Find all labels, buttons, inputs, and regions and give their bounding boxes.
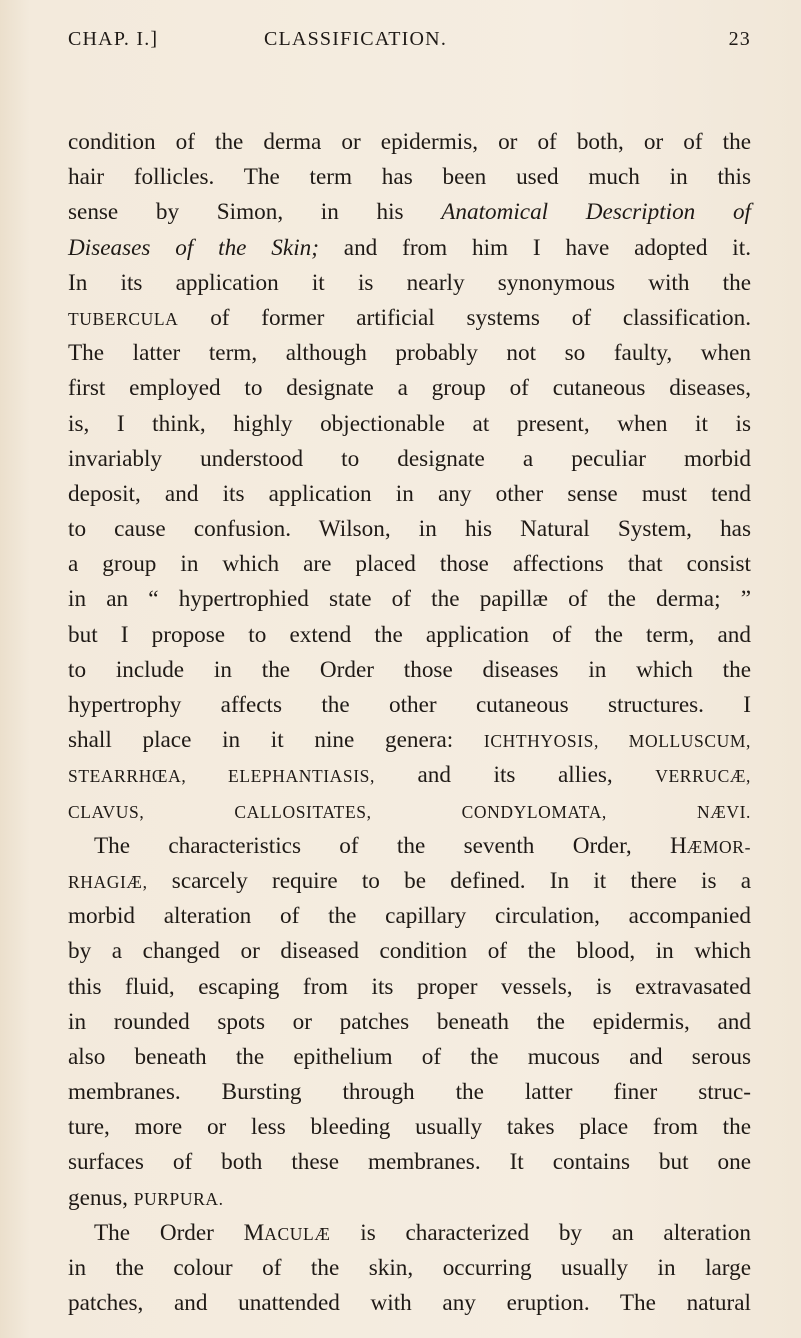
running-head	[68, 28, 751, 58]
text-line: but I propose to extend the application of the term, and	[68, 621, 751, 648]
text-line: this fluid, escaping from its proper vessels, is extravasated	[68, 973, 751, 1000]
book-title-italic: Diseases of the Skin;	[68, 234, 319, 261]
text-line: Diseases of the Skin; and from him I have adopted it.	[68, 234, 751, 261]
text-line: in the colour of the skin, occurring usually in large	[68, 1255, 751, 1281]
text-line	[68, 794, 751, 829]
small-caps-term: VERRUCÆ,	[655, 766, 751, 787]
text-line: shall place in it nine genera: ICHTHYOSIS, MOLLUSCUM,	[68, 727, 751, 754]
small-caps-term: RHAGIÆ,	[68, 871, 148, 892]
text-line: in rounded spots or patches beneath the epidermis, and	[68, 1008, 751, 1035]
text-line: genus, PURPURA.	[68, 1184, 224, 1211]
text-line: TUBERCULA of former artificial systems of classification.	[68, 304, 751, 331]
text-line: The latter term, although probably not so faulty, when	[68, 340, 751, 367]
text-line: membranes. Bursting through the latter finer struc-	[68, 1079, 751, 1106]
text-line: also beneath the epithelium of the mucous and serous	[68, 1043, 751, 1070]
text-line: is, I think, highly objectionable at present, when it is	[68, 410, 751, 437]
text-line: deposit, and its application in any other sense must tend	[68, 480, 751, 507]
text-line: STEARRHŒA, ELEPHANTIASIS, and its allies, VERRUCÆ,	[68, 762, 751, 789]
small-caps-term: PURPURA.	[133, 1188, 224, 1209]
text-line: RHAGIÆ, scarcely require to be defined. In it there is a	[68, 867, 751, 894]
text-line: a group in which are placed those affections that consist	[68, 551, 751, 578]
page-number: 23	[728, 28, 751, 50]
text-line: surfaces of both these membranes. It contains but one	[68, 1149, 751, 1176]
chapter-label: CHAP. I.]	[68, 28, 159, 50]
text-line: sense by Simon, in his Anatomical Description of	[68, 199, 751, 226]
text-line: to cause confusion. Wilson, in his Natural System, has	[68, 516, 751, 543]
small-caps-term: ACULÆ	[264, 1223, 331, 1244]
text-line: to include in the Order those diseases in which the	[68, 656, 751, 683]
small-caps-term: TUBERCULA	[68, 308, 179, 329]
text-line: patches, and unattended with any eruption. The natural	[68, 1290, 751, 1317]
text-line: in an “ hypertrophied state of the papillæ of the derma; ”	[68, 586, 751, 613]
text-line: morbid alteration of the capillary circulation, accompanied	[68, 903, 751, 930]
small-caps-term: ICHTHYOSIS, MOLLUSCUM,	[483, 731, 751, 752]
text-line: In its application it is nearly synonymous with the	[68, 269, 751, 296]
text-line: The Order MACULÆ is characterized by an alteration	[94, 1219, 751, 1246]
text-line: by a changed or diseased condition of the blood, in which	[68, 938, 751, 965]
text-line: The characteristics of the seventh Order, HÆMOR-	[94, 832, 751, 859]
section-title: CLASSIFICATION.	[264, 28, 448, 50]
book-title-italic: Anatomical Description of	[441, 199, 751, 226]
body-text	[68, 125, 751, 1321]
small-caps-term: ÆMOR-	[686, 836, 751, 857]
text-line: ture, more or less bleeding usually takes place from the	[68, 1114, 751, 1141]
text-line: hypertrophy affects the other cutaneous structures. I	[68, 692, 751, 718]
text-line: first employed to designate a group of cutaneous diseases,	[68, 375, 751, 402]
small-caps-term: STEARRHŒA, ELEPHANTIASIS,	[68, 766, 375, 787]
small-caps-term: CLAVUS, CALLOSITATES, CONDYLOMATA, NÆVI.	[68, 801, 751, 822]
text-line: hair follicles. The term has been used much in this	[68, 164, 751, 191]
text-line: invariably understood to designate a peculiar morbid	[68, 445, 751, 472]
text-line: condition of the derma or epidermis, or of both, or of the	[68, 129, 751, 155]
